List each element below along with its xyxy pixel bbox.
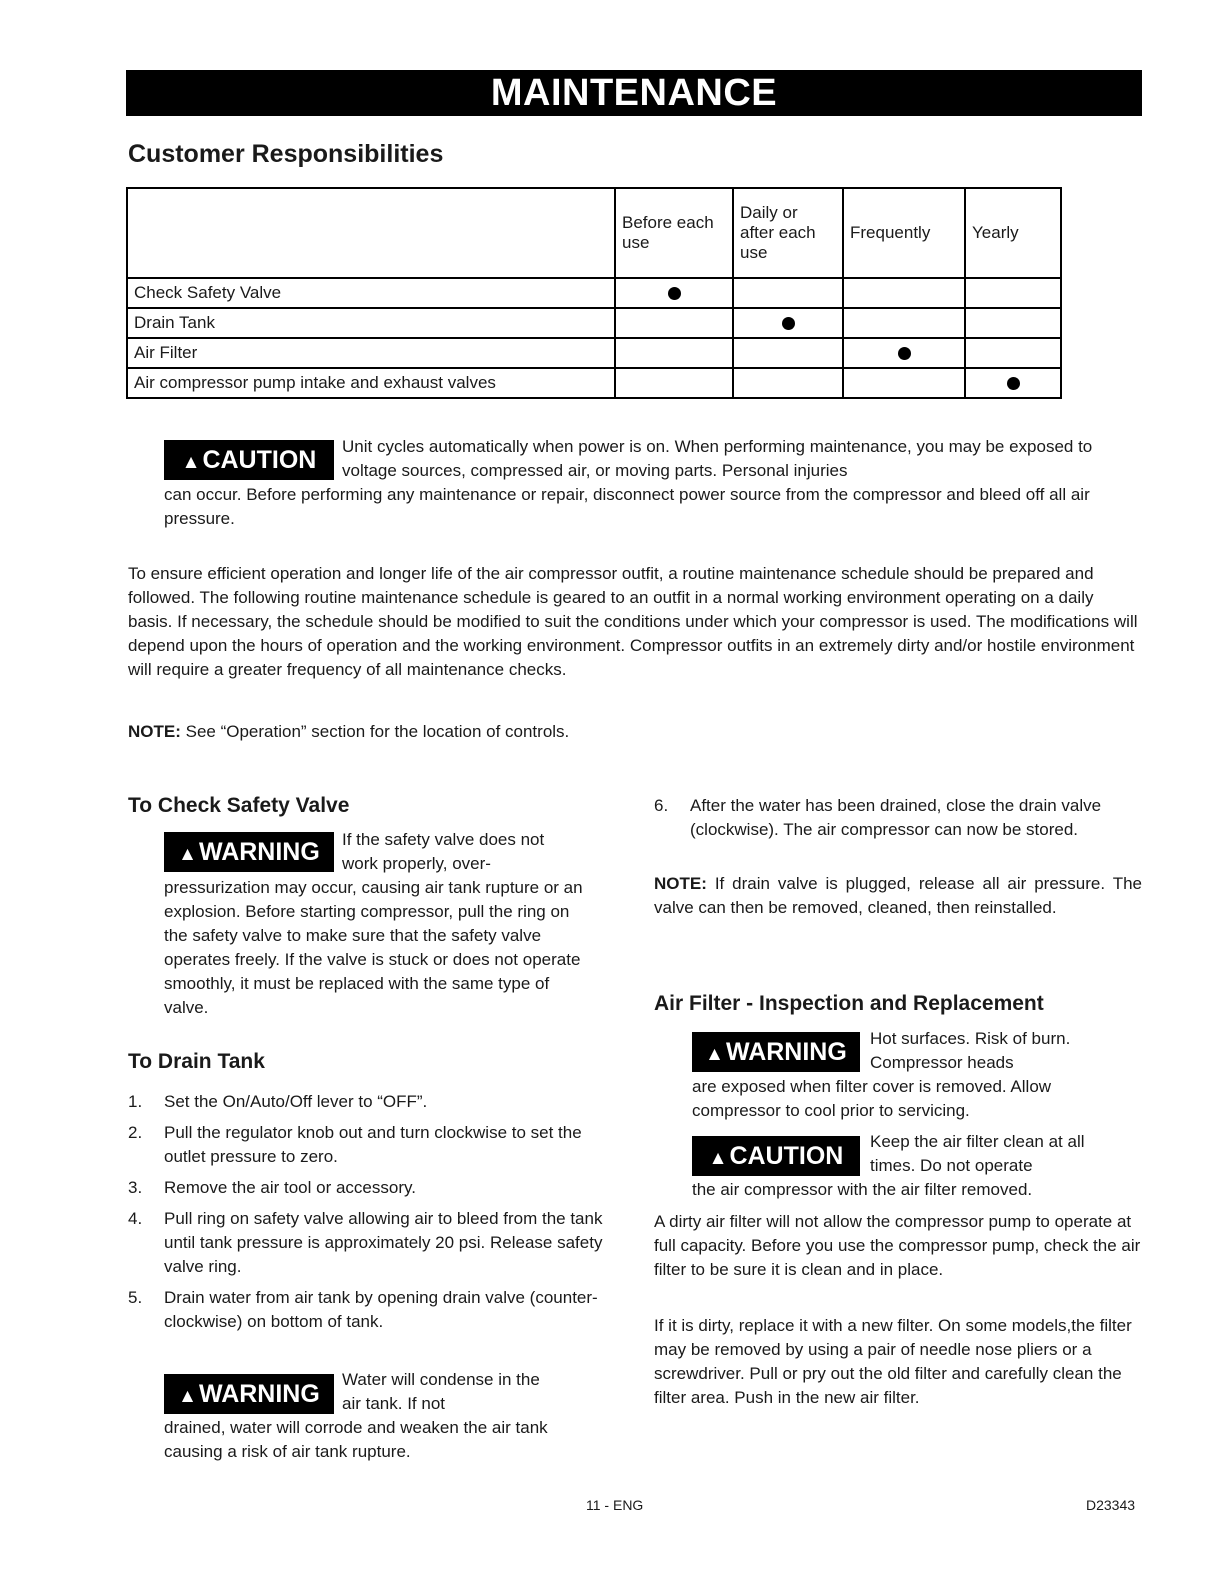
warning-badge: ▲WARNING [164,1374,334,1414]
schedule-dot-icon [898,347,911,360]
drain-step-6: 6. After the water has been drained, close the drain valve (clockwise). The air compressor can now be stored. [654,796,1102,839]
list-item: 5. Drain water from air tank by opening drain valve (counter-clockwise) on bottom of tank. [128,1288,598,1331]
row-label: Check Safety Valve [127,278,615,308]
safety-valve-title: To Check Safety Valve [128,794,350,817]
row-label: Air Filter [127,338,615,368]
caution-badge: ▲CAUTION [164,440,334,480]
header-blank-cell [127,188,615,278]
mark-cell [615,368,733,398]
warning-badge: ▲WARNING [164,832,334,872]
safety-valve-warning-first: If the safety valve does not work properly, over- [342,830,545,873]
row-label: Air compressor pump intake and exhaust valves [127,368,615,398]
table-row [127,368,1061,398]
document-code: D23343 [1086,1497,1136,1513]
caution-badge: ▲CAUTION [692,1136,860,1176]
mark-cell [843,308,965,338]
row-label: Drain Tank [127,308,615,338]
mark-cell [965,308,1061,338]
list-item: 1. Set the On/Auto/Off lever to “OFF”. [128,1092,428,1111]
warning-triangle-icon: ▲ [178,1386,197,1407]
list-item: 4. Pull ring on safety valve allowing air to bleed from the tank until tank pressure is approximately 20 psi. Release safety valve ring. [128,1209,603,1276]
column-header: Frequently [843,188,965,278]
mark-cell [843,338,965,368]
column-header: Daily or after each use [733,188,843,278]
air-filter-warning-rest: are exposed when filter cover is removed. Allow compressor to cool prior to servicing. [692,1077,1052,1120]
maintenance-schedule-table [126,187,1062,399]
column-header: Before each use [615,188,733,278]
caution-text-rest: can occur. Before performing any maintenance or repair, disconnect power source from the compressor and bleed off all air pressure. [164,485,1090,528]
list-item: 3. Remove the air tool or accessory. [128,1178,416,1197]
page-number: 11 - ENG [586,1497,644,1513]
mark-cell [615,278,733,308]
safety-valve-warning-rest: pressurization may occur, causing air tank rupture or an explosion. Before starting compressor, pull the ring on the safety valve to make sure that the safety valve operates freely. If the valve is stuck or does not operate smoothly, it must be replaced with the same type of valve. [164,878,583,1017]
air-filter-caution-first: Keep the air filter clean at all times. Do not operate [870,1132,1085,1175]
drain-warning-rest: drained, water will corrode and weaken the air tank causing a risk of air tank rupture. [164,1418,548,1461]
caution-text-first: Unit cycles automatically when power is on. When performing maintenance, you may be exposed to voltage sources, compressed air, or moving parts. Personal injuries [342,437,1093,480]
note-text: See “Operation” section for the location of controls. [185,722,570,741]
table-row [127,308,1061,338]
table-row [127,338,1061,368]
table-row [127,278,1061,308]
drain-valve-note: NOTE: If drain valve is plugged, release all air pressure. The valve can then be removed, cleaned, then reinstalled. [654,874,1142,917]
schedule-dot-icon [1007,377,1020,390]
operation-note [128,720,1142,744]
warning-triangle-icon: ▲ [178,844,197,865]
schedule-dot-icon [668,287,681,300]
air-filter-title: Air Filter - Inspection and Replacement [654,992,1044,1015]
warning-triangle-icon: ▲ [708,1148,728,1169]
warning-triangle-icon: ▲ [705,1044,724,1065]
column-header: Yearly [965,188,1061,278]
warning-badge: ▲WARNING [692,1032,860,1072]
mark-cell [615,308,733,338]
section-banner: MAINTENANCE [126,70,1142,116]
mark-cell [843,278,965,308]
mark-cell [965,278,1061,308]
mark-cell [965,368,1061,398]
warning-triangle-icon: ▲ [181,452,201,473]
air-filter-warning-first: Hot surfaces. Risk of burn. Compressor heads [870,1029,1071,1072]
mark-cell [733,338,843,368]
note-label: NOTE: [128,722,181,741]
air-filter-paragraph-2: If it is dirty, replace it with a new filter. On some models,the filter may be removed by using a pair of needle nose pliers or a screwdriver. Pull or pry out the old filter and carefully clean the filter area. Push in the new air filter. [654,1316,1132,1407]
table-header-row [127,188,1061,278]
customer-responsibilities-title: Customer Responsibilities [128,140,444,168]
mark-cell [615,338,733,368]
mark-cell [733,278,843,308]
schedule-dot-icon [782,317,795,330]
mark-cell [733,308,843,338]
intro-paragraph: To ensure efficient operation and longer life of the air compressor outfit, a routine maintenance schedule should be prepared and followed. The following routine maintenance schedule is geared to an outfit in a normal working environment operating on a daily basis. If necessary, the schedule should be modified to suit the conditions under which your compressor is used. The modifications will depend upon the hours of operation and the working environment. Compressor outfits in an extremely dirty and/or hostile environment will require a greater frequency of all maintenance checks. [128,564,1138,679]
mark-cell [733,368,843,398]
air-filter-caution-rest: the air compressor with the air filter removed. [692,1180,1033,1199]
drain-tank-title: To Drain Tank [128,1050,265,1073]
mark-cell [965,338,1061,368]
mark-cell [843,368,965,398]
drain-warning-first: Water will condense in the air tank. If not [342,1370,540,1413]
list-item: 2. Pull the regulator knob out and turn clockwise to set the outlet pressure to zero. [128,1123,582,1166]
air-filter-paragraph-1: A dirty air filter will not allow the compressor pump to operate at full capacity. Before you use the compressor pump, check the air filter to be sure it is clean and in place. [654,1212,1141,1279]
drain-tank-steps [128,1090,610,1341]
